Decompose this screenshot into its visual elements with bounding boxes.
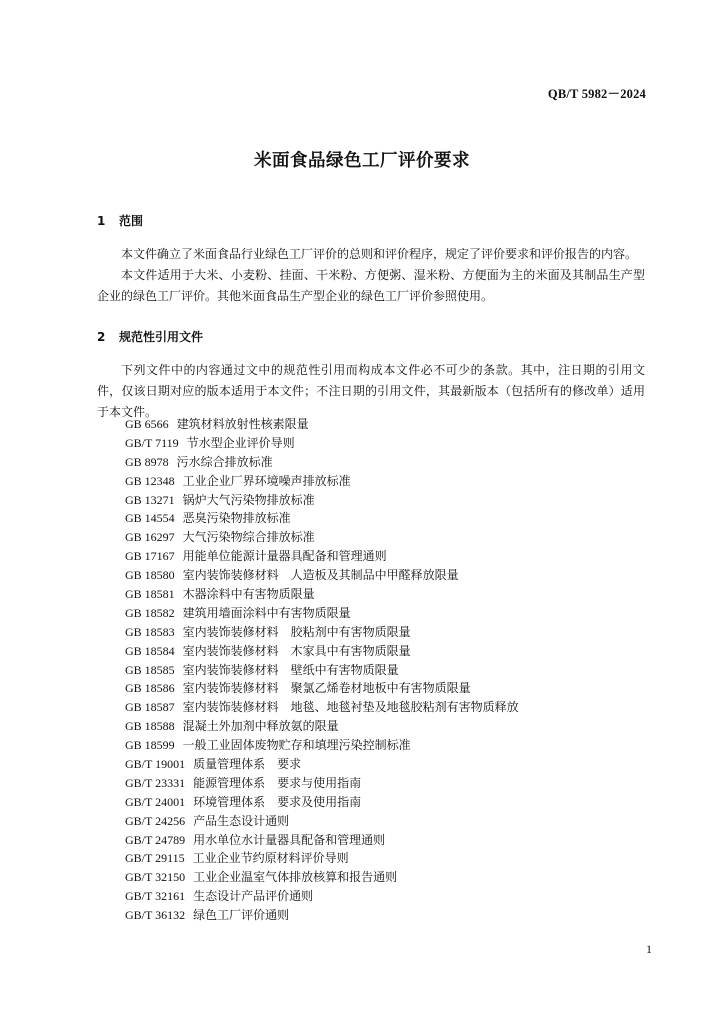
reference-item (125, 472, 519, 491)
reference-code: GB/T 24789 (125, 832, 186, 847)
normative-reference-list (125, 415, 519, 925)
section-1-paragraph-1: 本文件确立了米面食品行业绿色工厂评价的总则和评价程序，规定了评价要求和评价报告的内容。 (121, 247, 638, 261)
reference-item (125, 566, 519, 585)
reference-item (125, 755, 519, 774)
reference-item (125, 698, 519, 717)
reference-title: 工业企业节约原材料评价导则 (192, 851, 349, 866)
reference-item (125, 793, 519, 812)
reference-title: 用能单位能源计量器具配备和管理通则 (182, 549, 387, 564)
reference-item (125, 453, 519, 472)
reference-title: 工业企业温室气体排放核算和报告通则 (193, 870, 398, 885)
reference-item (125, 434, 519, 453)
reference-title: 绿色工厂评价通则 (193, 908, 290, 923)
section-title: 范围 (119, 214, 144, 228)
standard-code: QB/T 5982－2024 (547, 87, 646, 101)
reference-item (125, 642, 519, 661)
reference-code: GB 18599 (125, 738, 175, 753)
reference-title: 产品生态设计通则 (193, 813, 290, 828)
reference-code: GB 12348 (125, 473, 175, 488)
reference-code: GB 18581 (125, 587, 175, 602)
reference-title: 生态设计产品评价通则 (193, 889, 314, 904)
reference-item (125, 547, 519, 566)
reference-code: GB 16297 (125, 530, 175, 545)
reference-code: GB 18583 (125, 624, 175, 639)
reference-code: GB/T 24256 (125, 813, 186, 828)
reference-item (125, 812, 519, 831)
reference-item (125, 528, 519, 547)
reference-title: 污水综合排放标准 (176, 454, 273, 469)
reference-title: 环境管理体系 要求及使用指南 (193, 794, 362, 809)
section-title: 规范性引用文件 (119, 330, 204, 344)
reference-title: 木器涂料中有害物质限量 (182, 587, 315, 602)
reference-title: 建筑材料放射性核素限量 (176, 417, 309, 431)
reference-title: 室内装饰装修材料 聚氯乙烯卷材地板中有害物质限量 (182, 681, 471, 696)
reference-code: GB/T 32150 (125, 870, 186, 885)
reference-code: GB 18586 (125, 681, 175, 696)
reference-item (125, 906, 519, 925)
reference-code: GB 18582 (125, 605, 175, 620)
reference-title: 一般工业固体废物贮存和填埋污染控制标准 (182, 738, 411, 753)
reference-item (125, 849, 519, 868)
document-title: 米面食品绿色工厂评价要求 (254, 151, 470, 171)
reference-code: GB 18580 (125, 568, 175, 583)
reference-code: GB 18588 (125, 719, 175, 734)
section-2-heading (97, 328, 203, 345)
reference-code: GB 18585 (125, 662, 175, 677)
reference-code: GB/T 24001 (125, 794, 186, 809)
reference-title: 室内装饰装修材料 胶粘剂中有害物质限量 (182, 624, 411, 639)
reference-item (125, 679, 519, 698)
reference-item (125, 604, 519, 623)
reference-code: GB 18584 (125, 643, 175, 658)
reference-title: 质量管理体系 要求 (193, 757, 302, 772)
reference-title: 大气污染物综合排放标准 (182, 530, 315, 545)
reference-title: 恶臭污染物排放标准 (182, 511, 291, 526)
reference-item (125, 774, 519, 793)
reference-code: GB/T 32161 (125, 889, 186, 904)
reference-title: 用水单位水计量器具配备和管理通则 (193, 832, 386, 847)
reference-item (125, 585, 519, 604)
reference-item (125, 661, 519, 680)
reference-title: 工业企业厂界环境噪声排放标准 (182, 473, 351, 488)
section-number: 1 (97, 214, 106, 228)
reference-item (125, 831, 519, 850)
reference-code: GB/T 7119 (125, 435, 179, 450)
reference-title: 混凝土外加剂中释放氨的限量 (182, 719, 339, 734)
reference-code: GB 8978 (125, 454, 169, 469)
reference-title: 室内装饰装修材料 地毯、地毯衬垫及地毯胶粘剂有害物质释放 (182, 700, 519, 715)
section-1-paragraph-2: 本文件适用于大米、小麦粉、挂面、干米粉、方便粥、湿米粉、方便面为主的米面及其制品生产型企业的绿色工厂评价。其他米面食品生产型企业的绿色工厂评价参照使用。 (97, 268, 645, 303)
reference-title: 建筑用墙面涂料中有害物质限量 (182, 605, 351, 620)
reference-code: GB 14554 (125, 511, 175, 526)
reference-item (125, 736, 519, 755)
reference-title: 锅炉大气污染物排放标准 (182, 492, 315, 507)
reference-item (125, 415, 519, 434)
reference-code: GB/T 36132 (125, 908, 186, 923)
section-2-paragraph-1: 下列文件中的内容通过文中的规范性引用而构成本文件必不可少的条款。其中，注日期的引用文件，仅该日期对应的版本适用于本文件；不注日期的引用文件，其最新版本（包括所有的修改单）适用于本文件。 (97, 363, 645, 419)
reference-code: GB/T 29115 (125, 851, 185, 866)
reference-item (125, 717, 519, 736)
section-number: 2 (97, 330, 106, 344)
reference-code: GB/T 19001 (125, 757, 186, 772)
reference-item (125, 623, 519, 642)
reference-code: GB 6566 (125, 417, 169, 431)
reference-code: GB 17167 (125, 549, 175, 564)
reference-title: 室内装饰装修材料 木家具中有害物质限量 (182, 643, 411, 658)
reference-title: 节水型企业评价导则 (186, 435, 295, 450)
reference-item (125, 887, 519, 906)
reference-item (125, 868, 519, 887)
reference-title: 室内装饰装修材料 人造板及其制品中甲醛释放限量 (182, 568, 459, 583)
reference-title: 能源管理体系 要求与使用指南 (193, 775, 362, 790)
reference-item (125, 491, 519, 510)
reference-code: GB/T 23331 (125, 775, 186, 790)
reference-title: 室内装饰装修材料 壁纸中有害物质限量 (182, 662, 399, 677)
section-1-heading (97, 212, 143, 229)
reference-code: GB 18587 (125, 700, 175, 715)
reference-item (125, 509, 519, 528)
reference-code: GB 13271 (125, 492, 175, 507)
page-number: 1 (646, 942, 652, 956)
